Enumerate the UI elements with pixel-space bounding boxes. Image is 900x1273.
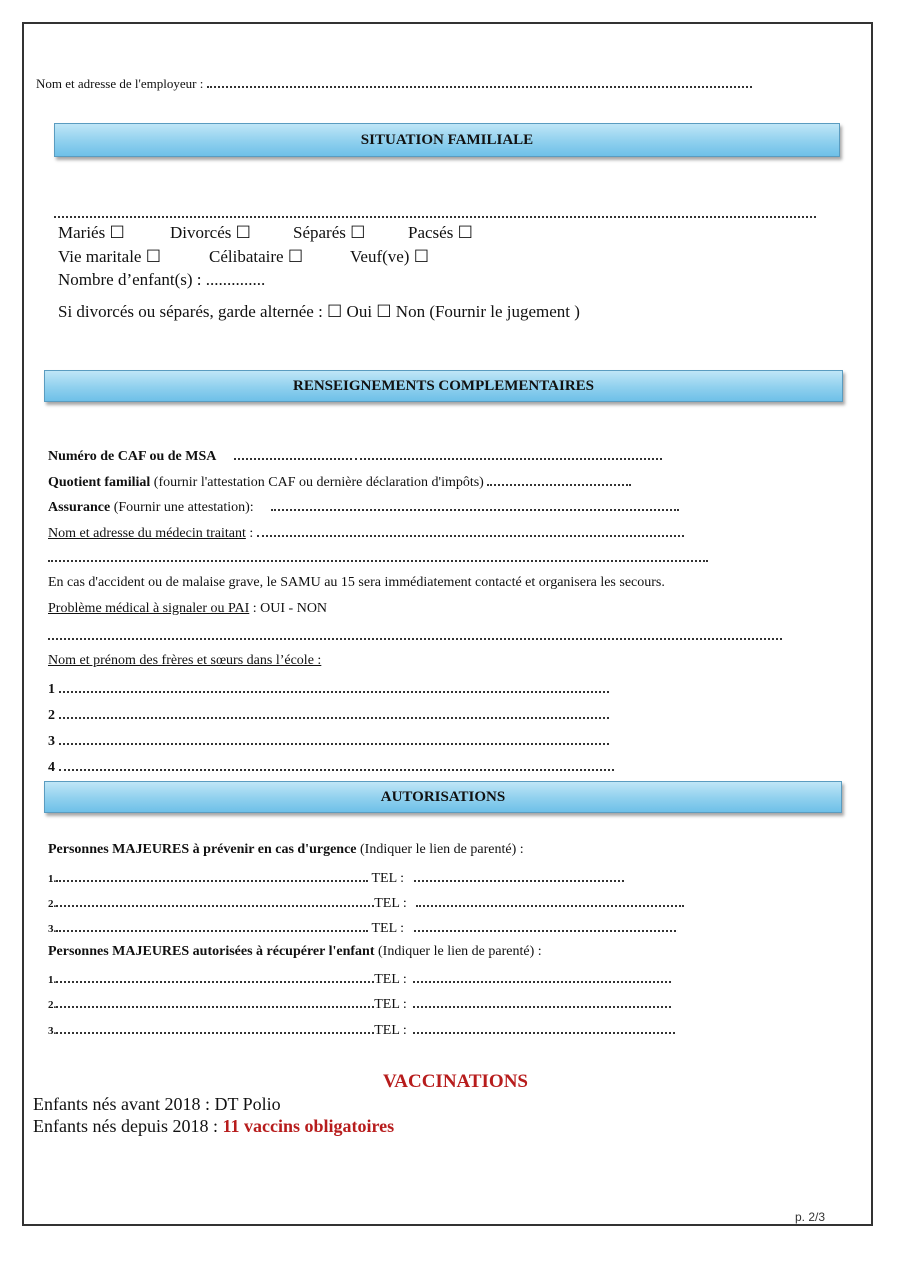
assurance-label: Assurance — [48, 500, 111, 515]
option-divorces[interactable]: Divorcés ☐ — [170, 223, 251, 242]
qf-note: (fournir l'attestation CAF ou dernière déclaration d'impôts) — [150, 475, 484, 490]
medical-answer: : OUI - NON — [249, 601, 328, 616]
recup-note: (Indiquer le lien de parenté) : — [374, 944, 542, 959]
sibling-number: 3 — [48, 734, 55, 749]
samu-notice: En cas d'accident ou de malaise grave, le SAMU au 15 sera immédiatement contacté et organisera les secours. — [48, 575, 665, 590]
recup-contact-line[interactable] — [48, 1020, 675, 1040]
since-2018-label: Enfants nés depuis 2018 : — [33, 1116, 223, 1136]
status-row-2[interactable] — [58, 246, 429, 268]
quotient-field[interactable] — [48, 472, 631, 492]
urgence-label: Personnes MAJEURES à prévenir en cas d'urgence — [48, 842, 357, 857]
sibling-number: 1 — [48, 682, 55, 697]
since-2018-value: 11 vaccins obligatoires — [222, 1116, 395, 1136]
urgence-contact-line[interactable] — [48, 918, 676, 938]
caf-field[interactable] — [48, 446, 662, 466]
caf-label: Numéro de CAF ou de MSA — [48, 449, 217, 464]
sibling-line[interactable] — [48, 757, 614, 777]
sibling-line[interactable] — [48, 731, 609, 751]
tel-label: TEL : — [374, 972, 407, 987]
medical-field[interactable] — [48, 600, 327, 618]
section-title: SITUATION FAMILIALE — [360, 131, 534, 148]
urgence-contact-line[interactable] — [48, 893, 684, 913]
situation-blank[interactable] — [54, 204, 816, 218]
sibling-number: 4 — [48, 760, 55, 775]
sibling-line[interactable] — [48, 705, 609, 725]
tel-label: TEL : — [371, 921, 405, 936]
tel-label: TEL : — [374, 997, 407, 1012]
vaccinations-title: VACCINATIONS — [383, 1071, 528, 1092]
section-header-renseignements — [44, 370, 843, 402]
recup-contact-line[interactable] — [48, 994, 671, 1014]
tel-label: TEL : — [374, 1023, 407, 1038]
medical-label: Problème médical à signaler ou PAI — [48, 601, 250, 616]
status-row-1[interactable] — [58, 222, 473, 244]
sibling-number: 2 — [48, 708, 55, 723]
assurance-field[interactable] — [48, 497, 679, 517]
option-separes[interactable]: Séparés ☐ — [293, 223, 366, 242]
medecin-label: Nom et adresse du médecin traitant — [48, 526, 246, 541]
option-maries[interactable]: Mariés ☐ — [58, 223, 125, 242]
employer-blank[interactable] — [207, 74, 752, 88]
sibling-line[interactable] — [48, 679, 609, 699]
siblings-label: Nom et prénom des frères et sœurs dans l’école : — [48, 653, 322, 668]
tel-label: TEL : — [374, 896, 407, 911]
medecin-field[interactable] — [48, 523, 684, 543]
vaccinations-before-2018: Enfants nés avant 2018 : DT Polio — [33, 1094, 281, 1114]
line-number: 1. — [48, 873, 57, 885]
assurance-note: (Fournir une attestation): — [110, 500, 254, 515]
option-pacses[interactable]: Pacsés ☐ — [408, 223, 473, 242]
urgence-contact-line[interactable] — [48, 868, 624, 888]
vaccinations-since-2018 — [33, 1115, 394, 1137]
medical-blank[interactable] — [48, 626, 782, 640]
medecin-blank[interactable] — [48, 548, 708, 562]
page-frame — [22, 22, 873, 1226]
option-vie-maritale[interactable]: Vie maritale ☐ — [58, 247, 161, 266]
colon: : — [245, 526, 254, 541]
children-count-field[interactable]: Nombre d’enfant(s) : .............. — [58, 270, 266, 289]
option-veuf[interactable]: Veuf(ve) ☐ — [350, 247, 429, 266]
section-header-autorisations — [44, 781, 842, 813]
recup-contact-line[interactable] — [48, 969, 671, 989]
recup-label: Personnes MAJEURES autorisées à récupérer l'enfant — [48, 944, 375, 959]
option-celibataire[interactable]: Célibataire ☐ — [209, 247, 304, 266]
line-number: 1. — [48, 974, 57, 986]
tel-label: TEL : — [371, 871, 405, 886]
line-number: 2. — [48, 999, 57, 1011]
employer-field[interactable] — [36, 74, 752, 93]
section-title: AUTORISATIONS — [380, 788, 506, 805]
qf-label: Quotient familial — [48, 475, 151, 490]
line-number: 3. — [48, 1025, 57, 1037]
section-header-situation — [54, 123, 840, 157]
urgence-note: (Indiquer le lien de parenté) : — [356, 842, 524, 857]
custody-question[interactable]: Si divorcés ou séparés, garde alternée : ☐ Oui ☐ Non (Fournir le jugement ) — [58, 302, 580, 321]
section-title: RENSEIGNEMENTS COMPLEMENTAIRES — [292, 377, 595, 394]
line-number: 2. — [48, 898, 57, 910]
line-number: 3. — [48, 923, 57, 935]
employer-label: Nom et adresse de l'employeur : — [36, 76, 204, 91]
page-number: p. 2/3 — [795, 1210, 826, 1224]
